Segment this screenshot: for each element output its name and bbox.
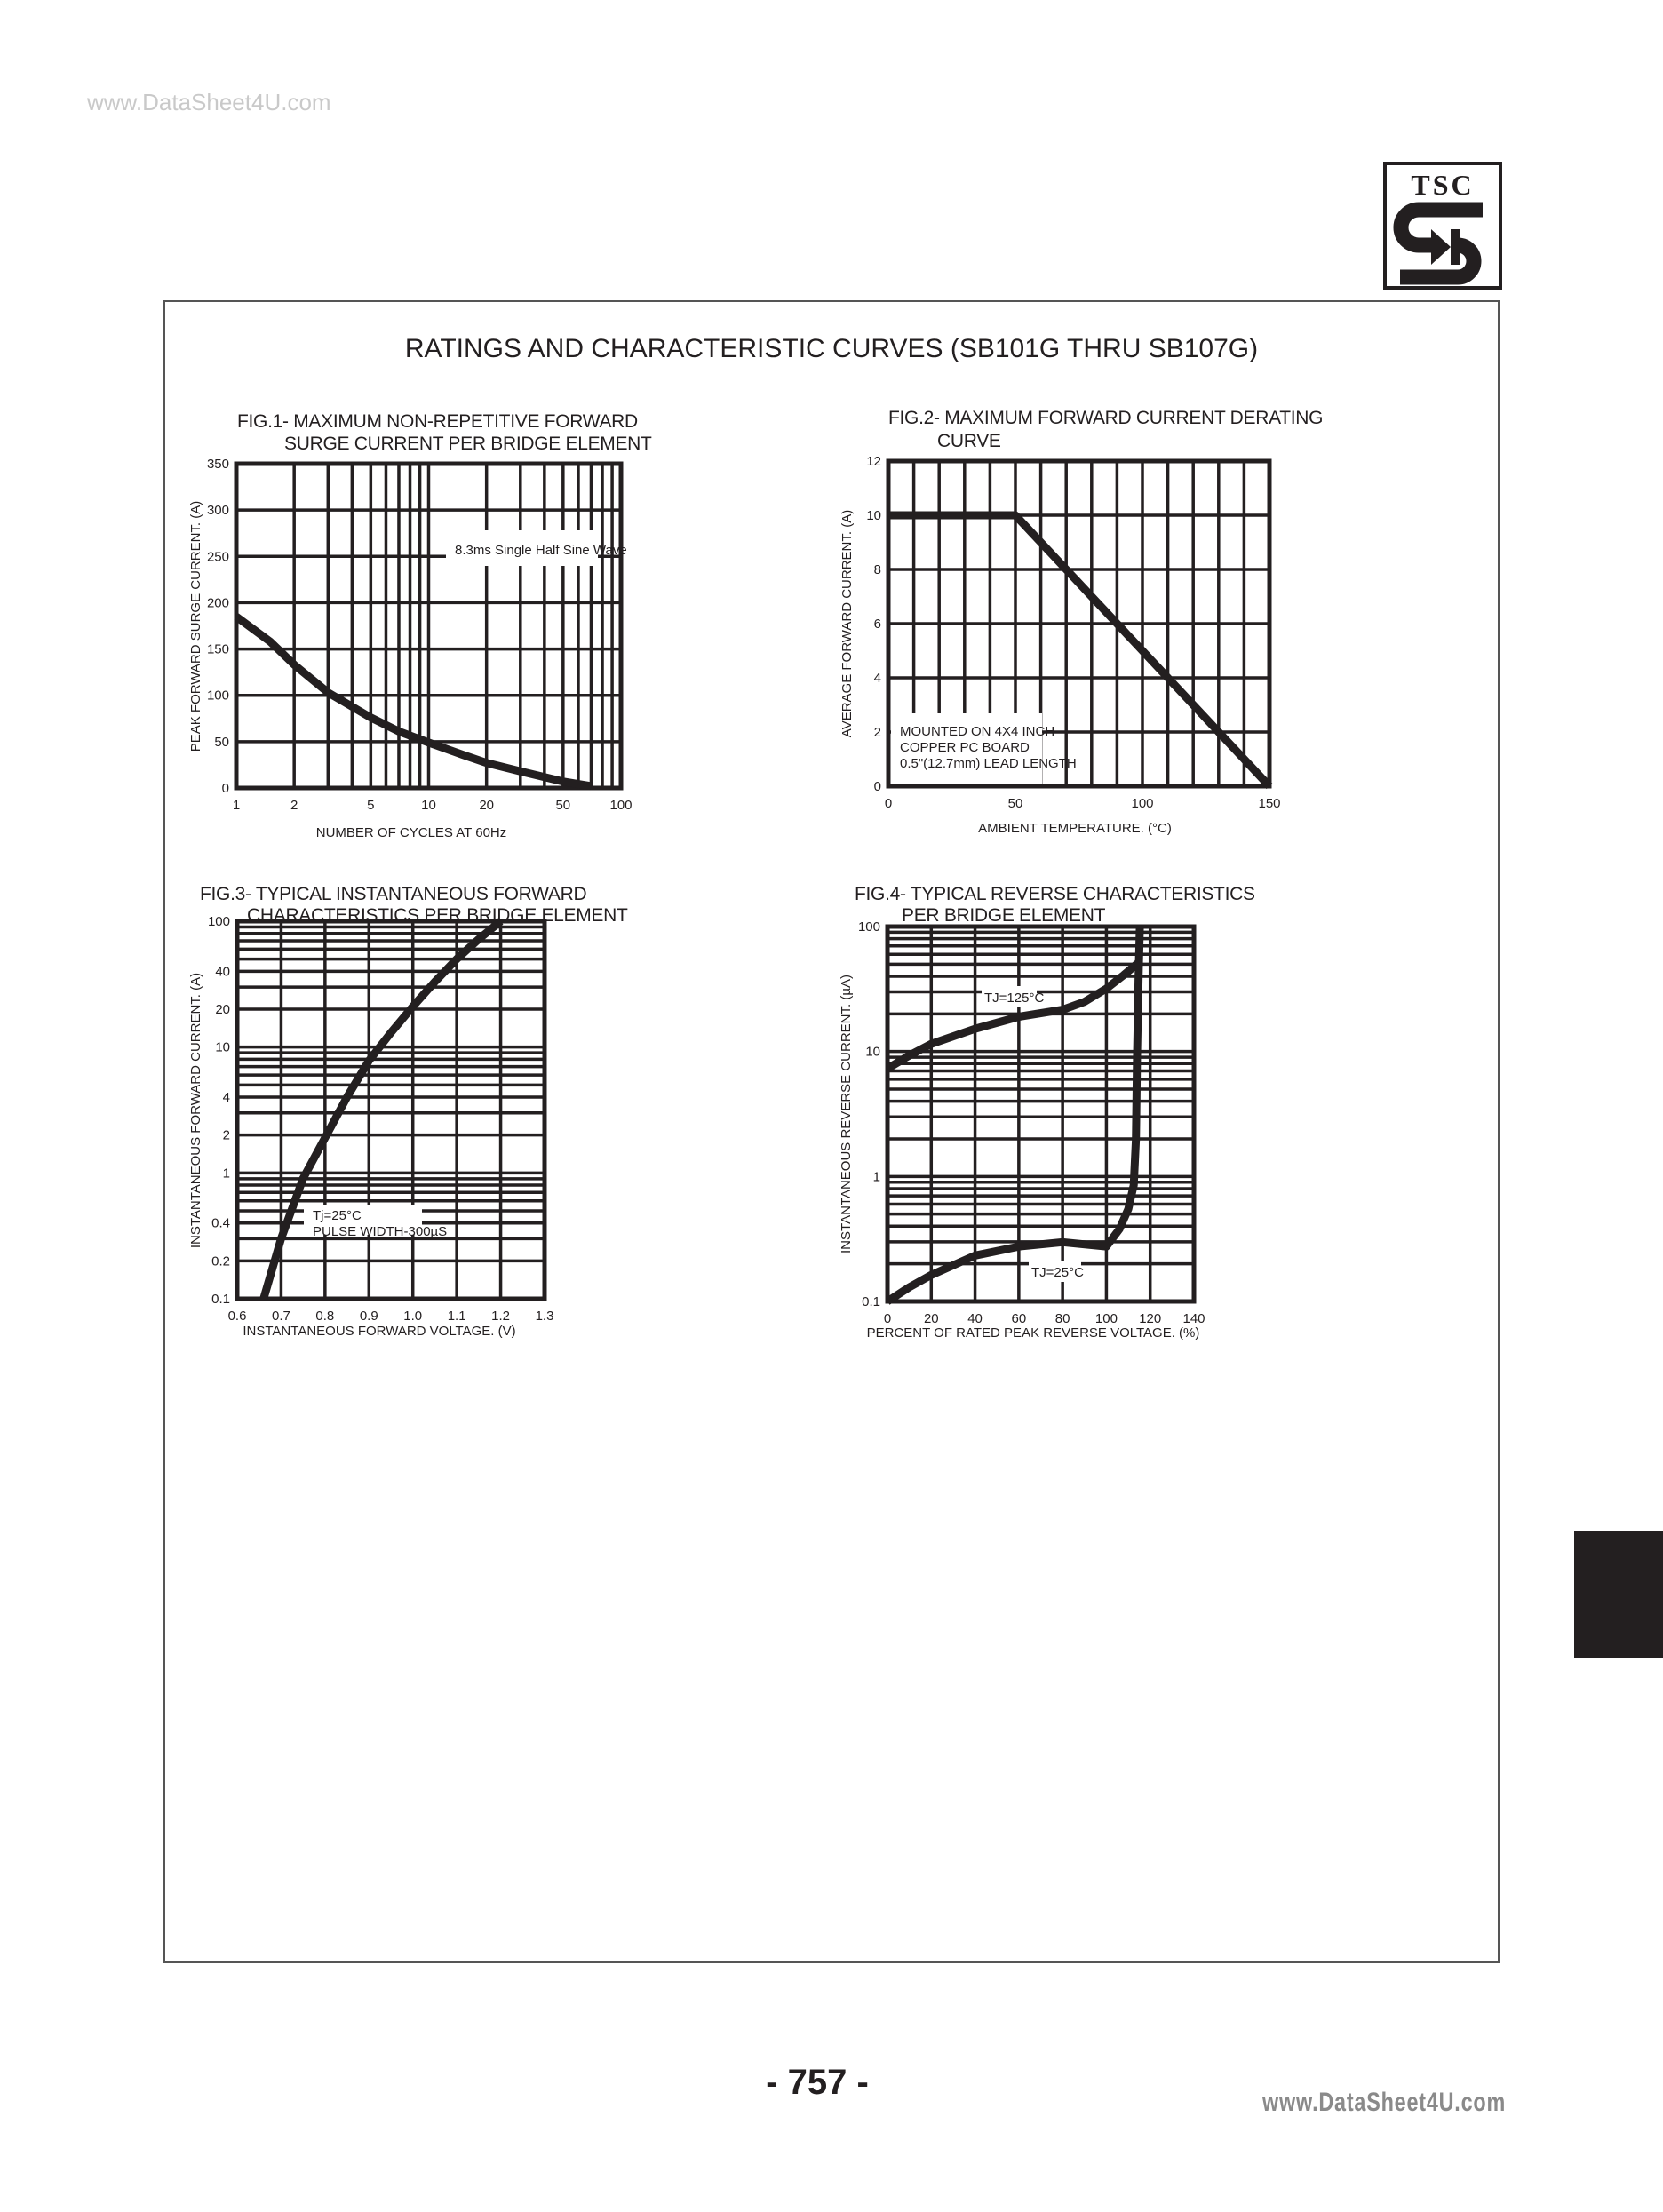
x-tick-label: 5: [367, 798, 375, 813]
y-axis-label: INSTANTANEOUS FORWARD CURRENT. (A): [188, 972, 203, 1249]
x-tick-label: 150: [1258, 796, 1281, 811]
watermark-top: www.DataSheet4U.com: [87, 89, 331, 115]
y-tick-label: 50: [214, 734, 229, 750]
y-tick-label: 2: [873, 725, 881, 740]
annotation-text: TJ=125°C: [984, 991, 1045, 1006]
x-tick-label: 2: [290, 798, 298, 813]
y-tick-label: 250: [206, 549, 229, 565]
fig4-title-line1: FIG.4- TYPICAL REVERSE CHARACTERISTICS: [855, 884, 1255, 904]
watermark-bottom: www.DataSheet4U.com: [1262, 2088, 1507, 2117]
y-tick-label: 100: [857, 919, 880, 935]
chart-fig1: [188, 457, 633, 840]
y-tick-label: 10: [215, 1039, 230, 1055]
x-axis-label: INSTANTANEOUS FORWARD VOLTAGE. (V): [243, 1324, 516, 1339]
x-tick-label: 0: [884, 796, 893, 811]
x-tick-label: 140: [1182, 1311, 1205, 1326]
x-tick-label: 80: [1054, 1311, 1070, 1326]
annotation-text: TJ=25°C: [1031, 1265, 1084, 1280]
x-tick-label: 50: [1007, 796, 1023, 811]
x-tick-label: 100: [609, 798, 633, 813]
y-tick-label: 4: [222, 1090, 230, 1106]
x-tick-label: 0.8: [315, 1309, 335, 1324]
x-tick-label: 100: [1131, 796, 1154, 811]
y-tick-label: 1: [872, 1169, 880, 1185]
annotation-text: Tj=25°C: [313, 1208, 362, 1223]
y-tick-label: 0.1: [211, 1292, 230, 1307]
x-tick-label: 1.2: [491, 1309, 511, 1324]
x-axis-label: PERCENT OF RATED PEAK REVERSE VOLTAGE. (%): [866, 1325, 1200, 1341]
y-tick-label: 10: [866, 508, 881, 523]
page-number: - 757 -: [766, 2063, 869, 2102]
x-tick-label: 10: [421, 798, 436, 813]
x-tick-label: 0.9: [359, 1309, 378, 1324]
annotation-text: PULSE WIDTH-300µS: [313, 1224, 448, 1239]
page-title: RATINGS AND CHARACTERISTIC CURVES (SB101G THRU SB107G): [404, 334, 1259, 363]
y-tick-label: 8: [873, 562, 881, 577]
x-tick-label: 1.0: [403, 1309, 423, 1324]
y-tick-label: 0: [873, 779, 881, 794]
series-line-tj-25-c: [264, 921, 501, 1299]
y-tick-label: 350: [206, 457, 229, 472]
series-line-surge: [236, 617, 592, 786]
section-tab: [1574, 1531, 1663, 1658]
x-tick-label: 1.3: [535, 1309, 554, 1324]
chart-fig2: [839, 454, 1281, 836]
x-tick-label: 20: [479, 798, 495, 813]
x-axis-label: AMBIENT TEMPERATURE. (°C): [978, 821, 1172, 836]
y-tick-label: 10: [865, 1044, 880, 1060]
y-tick-label: 100: [207, 914, 230, 929]
annotation-text: COPPER PC BOARD: [900, 740, 1030, 755]
fig2-title-line2: CURVE: [937, 431, 1001, 451]
x-tick-label: 1.1: [447, 1309, 466, 1324]
annotation-text: 0.5"(12.7mm) LEAD LENGTH: [900, 756, 1077, 771]
y-axis-label: INSTANTANEOUS REVERSE CURRENT. (µA): [839, 975, 854, 1253]
x-tick-label: 60: [1011, 1311, 1027, 1326]
fig3-title-line2: CHARACTERISTICS PER BRIDGE ELEMENT: [247, 905, 628, 926]
y-tick-label: 2: [222, 1127, 230, 1143]
y-tick-label: 0.2: [211, 1253, 230, 1269]
x-tick-label: 100: [1094, 1311, 1118, 1326]
fig2-title-line1: FIG.2- MAXIMUM FORWARD CURRENT DERATING: [888, 408, 1324, 428]
fig1-title-line1: FIG.1- MAXIMUM NON-REPETITIVE FORWARD: [237, 411, 638, 432]
y-tick-label: 0: [221, 781, 229, 796]
annotation-text: MOUNTED ON 4X4 INCH: [900, 724, 1055, 739]
y-tick-label: 0.1: [862, 1294, 880, 1309]
y-tick-label: 300: [206, 503, 229, 519]
x-tick-label: 0.7: [271, 1309, 290, 1324]
y-tick-label: 40: [215, 964, 230, 980]
x-tick-label: 20: [923, 1311, 939, 1326]
chart-fig3: [188, 914, 553, 1339]
y-tick-label: 0.4: [211, 1215, 230, 1231]
annotation-text: 8.3ms Single Half Sine Wave: [455, 543, 627, 558]
x-tick-label: 0: [883, 1311, 892, 1326]
y-tick-label: 20: [215, 1002, 230, 1018]
series-line-tj-25-c: [887, 927, 1140, 1301]
y-tick-label: 4: [873, 671, 881, 686]
chart-fig4: [839, 919, 1205, 1341]
y-axis-label: AVERAGE FORWARD CURRENT. (A): [839, 509, 855, 738]
fig4-title-line2: PER BRIDGE ELEMENT: [902, 905, 1106, 926]
x-tick-label: 40: [967, 1311, 983, 1326]
x-tick-label: 50: [555, 798, 571, 813]
y-tick-label: 12: [866, 454, 881, 469]
y-tick-label: 150: [206, 641, 229, 657]
x-tick-label: 0.6: [227, 1309, 247, 1324]
y-axis-label: PEAK FORWARD SURGE CURRENT. (A): [188, 500, 203, 752]
x-axis-label: NUMBER OF CYCLES AT 60Hz: [315, 825, 507, 840]
fig1-title-line2: SURGE CURRENT PER BRIDGE ELEMENT: [284, 434, 652, 454]
fig3-title-line1: FIG.3- TYPICAL INSTANTANEOUS FORWARD: [200, 884, 587, 904]
y-tick-label: 6: [873, 617, 881, 632]
logo-text: TSC: [1411, 169, 1475, 201]
y-tick-label: 1: [222, 1166, 230, 1182]
y-tick-label: 100: [206, 688, 229, 704]
x-tick-label: 120: [1139, 1311, 1162, 1326]
y-tick-label: 200: [206, 595, 229, 611]
x-tick-label: 1: [232, 798, 241, 813]
